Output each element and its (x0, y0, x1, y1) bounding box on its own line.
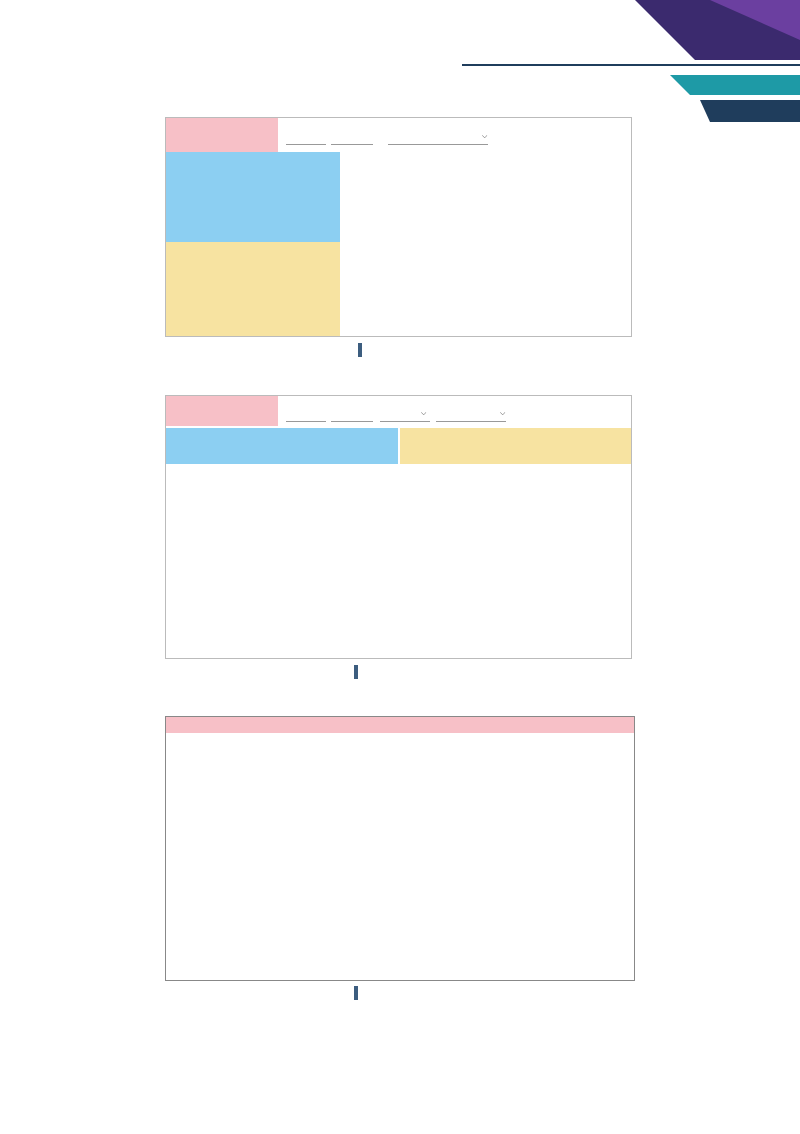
trend-date-to[interactable] (331, 133, 373, 145)
case-right-tables (400, 466, 632, 659)
case-right-value-box (552, 428, 632, 464)
chevron-down-icon[interactable]: ⌵ (482, 132, 488, 140)
case-doc-select[interactable] (436, 410, 506, 422)
case-left-tables (166, 466, 398, 659)
case-date-from[interactable] (286, 410, 326, 422)
compare-title-bar (166, 717, 635, 733)
compare-grid (166, 733, 635, 981)
case-right-header (400, 428, 552, 442)
caption-case (354, 665, 366, 679)
agree-trend-chart (342, 152, 632, 240)
trend-dept-select[interactable] (388, 133, 488, 145)
trend-panel (165, 117, 632, 337)
case-title-box (166, 396, 278, 426)
case-left-header (166, 428, 318, 442)
trend-title-box (166, 118, 278, 152)
compare-panel (165, 716, 635, 981)
caption-trend (358, 343, 370, 357)
match-formula-box (166, 314, 340, 337)
agree-formula-box (166, 220, 340, 242)
case-left-formula-box (166, 442, 318, 464)
match-trend-chart (342, 242, 632, 336)
match-value-box (248, 242, 340, 314)
agree-label-box (166, 152, 248, 220)
trend-date-from[interactable] (286, 133, 326, 145)
case-right-formula-box (400, 442, 552, 464)
agree-value-box (248, 152, 340, 220)
caption-compare (354, 986, 366, 1000)
chevron-down-icon[interactable]: ⌵ (421, 409, 427, 417)
case-panel (165, 395, 632, 659)
case-left-value-box (318, 428, 398, 464)
case-date-to[interactable] (331, 410, 373, 422)
match-label-box (166, 242, 248, 314)
header-rule (462, 64, 800, 66)
chevron-down-icon[interactable]: ⌵ (500, 409, 506, 417)
